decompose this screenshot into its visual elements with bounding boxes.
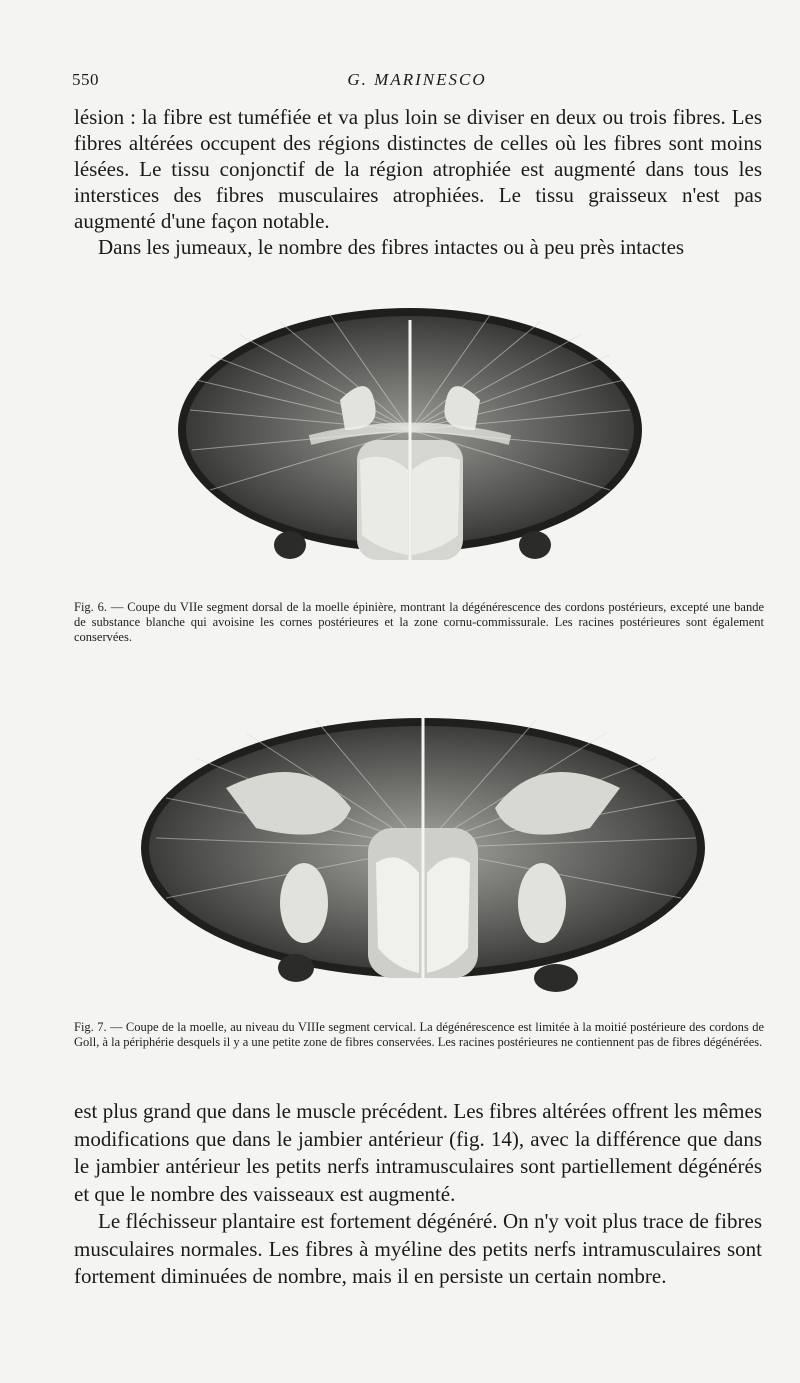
paragraph-muscle-precedent: est plus grand que dans le muscle précédent. Les fibres altérées offrent les mêmes modifications que dans le jambier antérieur (fig. 14), avec la différence que dans le jambier antérieur les petits nerfs intramusculaires sont partiellement dégénérés et que le nombre des vaisseaux est augmenté. — [74, 1099, 762, 1206]
body-text-top — [74, 104, 762, 260]
paragraph-jumeaux: Dans les jumeaux, le nombre des fibres intactes ou à peu près intactes — [98, 235, 685, 259]
figure-6-caption: Fig. 6. — Coupe du VIIe segment dorsal de la moelle épinière, montrant la dégénérescence des cordons postérieurs, excepté une bande de substance blanche qui avoisine les cornes postérieures et la zone cornu-commissurale. Les racines postérieures sont également conservées. — [74, 600, 764, 644]
paragraph-flechisseur: Le fléchisseur plantaire est fortement dégénéré. On n'y voit plus trace de fibres musculaires normales. Les fibres à myéline des petits nerfs intramusculaires sont fortement diminuées de nombre, mais il en persiste un certain nombre. — [74, 1209, 762, 1288]
figure-6-spinal-cord-section — [130, 300, 690, 600]
figure-7-spinal-cord-section — [136, 698, 710, 1003]
running-title: G. MARINESCO — [347, 70, 487, 89]
figure-7-caption: Fig. 7. — Coupe de la moelle, au niveau du VIIIe segment cervical. La dégénérescence est limitée à la moitié postérieure des cordons de Goll, à la périphérie desquels il y a une petite zone de fibres conservées. Les racines postérieures ne contiennent pas de fibres dégénérées. — [74, 1020, 764, 1049]
running-head — [72, 70, 762, 94]
spinal-cord-section-illustration — [130, 300, 690, 600]
page-number: 550 — [72, 70, 99, 89]
body-text-bottom — [74, 1098, 762, 1291]
paragraph-lesion: lésion : la fibre est tuméfiée et va plus loin se diviser en deux ou trois fibres. Les fibres altérées occupent des régions distinctes de celles où les fibres sont moins lésées. Le tissu conjonctif de la région atrophiée est augmenté dans tous les interstices des fibres musculaires atrophiées. Le tissu graisseux n'est pas augmenté d'une façon notable. — [74, 105, 762, 233]
cervical-cord-section-illustration — [136, 698, 710, 1003]
